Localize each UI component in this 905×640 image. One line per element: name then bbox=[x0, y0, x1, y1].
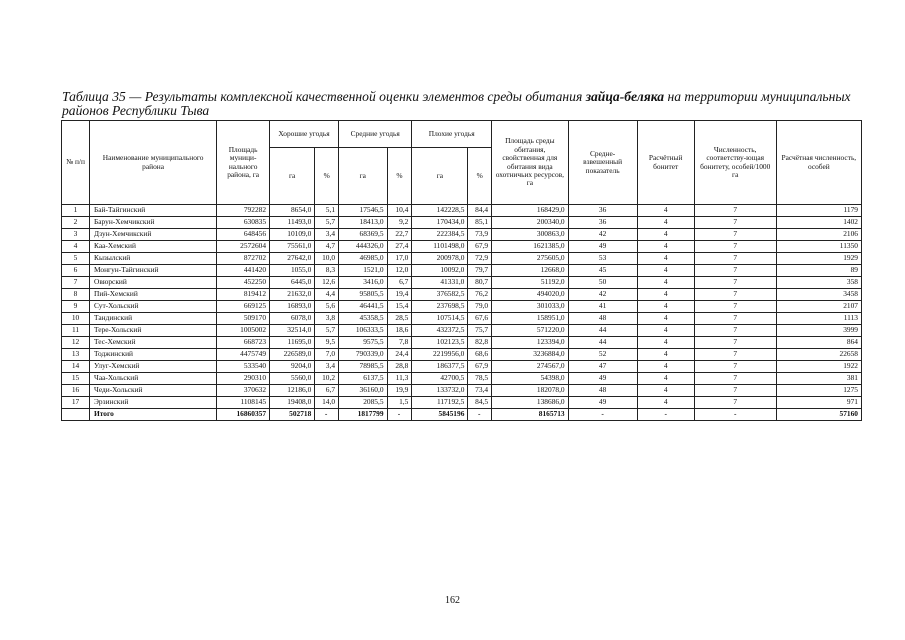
cell-medium-pct: 18,6 bbox=[387, 325, 412, 337]
cell-poor-ha: 41331,0 bbox=[412, 277, 468, 289]
table-row bbox=[62, 229, 862, 241]
cell-weighted: 36 bbox=[568, 217, 637, 229]
cell-poor-pct: 79,0 bbox=[468, 301, 492, 313]
cell-num: 8 bbox=[62, 289, 90, 301]
cell-num: 13 bbox=[62, 349, 90, 361]
cell-bonitet: 4 bbox=[637, 301, 694, 313]
cell-good-ha: 8654,0 bbox=[270, 205, 315, 217]
cell-bonitet: 4 bbox=[637, 253, 694, 265]
cell-good-pct: 5,1 bbox=[315, 205, 339, 217]
cell-habitat-area: 571220,0 bbox=[492, 325, 569, 337]
table-row bbox=[62, 265, 862, 277]
cell-population: 358 bbox=[776, 277, 861, 289]
table-row bbox=[62, 373, 862, 385]
cell-poor-pct: 84,5 bbox=[468, 397, 492, 409]
cell-medium-ha: 17546,5 bbox=[339, 205, 388, 217]
cell-bonitet: 4 bbox=[637, 337, 694, 349]
cell-good-ha: 1055,0 bbox=[270, 265, 315, 277]
cell-poor-ha: 170434,0 bbox=[412, 217, 468, 229]
cell-medium-ha: 9575,5 bbox=[339, 337, 388, 349]
cell-good-pct: 6,7 bbox=[315, 385, 339, 397]
cell-good-ha: 75561,0 bbox=[270, 241, 315, 253]
cell-num: 9 bbox=[62, 301, 90, 313]
cell-district: Бай-Тайгинский bbox=[90, 205, 217, 217]
cell-medium-ha: 1817799 bbox=[339, 409, 388, 421]
cell-area: 1108145 bbox=[217, 397, 270, 409]
cell-population: 11350 bbox=[776, 241, 861, 253]
cell-medium-ha: 3416,0 bbox=[339, 277, 388, 289]
cell-good-pct: - bbox=[315, 409, 339, 421]
cell-habitat-area: 1621385,0 bbox=[492, 241, 569, 253]
cell-poor-ha: 432372,5 bbox=[412, 325, 468, 337]
cell-poor-ha: 376582,5 bbox=[412, 289, 468, 301]
header-good-ha: га bbox=[270, 148, 315, 205]
cell-population: 1929 bbox=[776, 253, 861, 265]
cell-bonitet: 4 bbox=[637, 289, 694, 301]
cell-bonitet: 4 bbox=[637, 385, 694, 397]
table-row bbox=[62, 361, 862, 373]
cell-district: Тандинский bbox=[90, 313, 217, 325]
table-row bbox=[62, 289, 862, 301]
cell-good-pct: 5,7 bbox=[315, 325, 339, 337]
cell-area: 630835 bbox=[217, 217, 270, 229]
table-row bbox=[62, 301, 862, 313]
cell-medium-pct: 24,4 bbox=[387, 349, 412, 361]
cell-poor-ha: 237698,5 bbox=[412, 301, 468, 313]
table-row bbox=[62, 349, 862, 361]
cell-density: 7 bbox=[694, 313, 776, 325]
cell-num: 3 bbox=[62, 229, 90, 241]
cell-habitat-area: 51192,0 bbox=[492, 277, 569, 289]
cell-medium-ha: 95805,5 bbox=[339, 289, 388, 301]
cell-habitat-area: 494020,0 bbox=[492, 289, 569, 301]
cell-medium-ha: 1521,0 bbox=[339, 265, 388, 277]
cell-poor-ha: 133732,0 bbox=[412, 385, 468, 397]
table-row bbox=[62, 205, 862, 217]
caption-suffix: на территории муниципальных районов Республики Тыва bbox=[62, 89, 851, 118]
cell-good-ha: 27642,0 bbox=[270, 253, 315, 265]
cell-poor-pct: 80,7 bbox=[468, 277, 492, 289]
cell-area: 290310 bbox=[217, 373, 270, 385]
cell-district: Пий-Хемский bbox=[90, 289, 217, 301]
cell-habitat-area: 300863,0 bbox=[492, 229, 569, 241]
header-poor-ha: га bbox=[412, 148, 468, 205]
cell-population: 22658 bbox=[776, 349, 861, 361]
cell-poor-pct: 84,4 bbox=[468, 205, 492, 217]
cell-medium-ha: 45358,5 bbox=[339, 313, 388, 325]
cell-poor-ha: 42700,5 bbox=[412, 373, 468, 385]
cell-district: Овюрский bbox=[90, 277, 217, 289]
cell-good-ha: 226589,0 bbox=[270, 349, 315, 361]
cell-density: 7 bbox=[694, 325, 776, 337]
cell-population: 1402 bbox=[776, 217, 861, 229]
cell-good-ha: 6078,0 bbox=[270, 313, 315, 325]
cell-num: 14 bbox=[62, 361, 90, 373]
cell-poor-ha: 10092,0 bbox=[412, 265, 468, 277]
cell-medium-ha: 46441,5 bbox=[339, 301, 388, 313]
cell-poor-ha: 1101498,0 bbox=[412, 241, 468, 253]
cell-weighted: 44 bbox=[568, 337, 637, 349]
table-row bbox=[62, 277, 862, 289]
header-good: Хорошие угодья bbox=[270, 121, 339, 148]
cell-medium-pct: 10,4 bbox=[387, 205, 412, 217]
cell-poor-pct: 85,1 bbox=[468, 217, 492, 229]
cell-good-pct: 12,6 bbox=[315, 277, 339, 289]
cell-bonitet: 4 bbox=[637, 361, 694, 373]
cell-density: 7 bbox=[694, 241, 776, 253]
cell-district: Тоджинский bbox=[90, 349, 217, 361]
cell-medium-pct: 1,5 bbox=[387, 397, 412, 409]
table-row bbox=[62, 217, 862, 229]
cell-district: Эрзинский bbox=[90, 397, 217, 409]
cell-area: 648456 bbox=[217, 229, 270, 241]
cell-area: 4475749 bbox=[217, 349, 270, 361]
cell-bonitet: 4 bbox=[637, 325, 694, 337]
cell-area: 668723 bbox=[217, 337, 270, 349]
cell-num bbox=[62, 409, 90, 421]
cell-num: 11 bbox=[62, 325, 90, 337]
cell-medium-pct: 27,4 bbox=[387, 241, 412, 253]
cell-poor-pct: 73,4 bbox=[468, 385, 492, 397]
cell-area: 872702 bbox=[217, 253, 270, 265]
cell-poor-pct: 67,9 bbox=[468, 241, 492, 253]
cell-population: 2106 bbox=[776, 229, 861, 241]
header-medium-ha: га bbox=[339, 148, 388, 205]
header-population: Расчётная численность, особей bbox=[776, 121, 861, 205]
cell-medium-pct: 11,3 bbox=[387, 373, 412, 385]
cell-num: 12 bbox=[62, 337, 90, 349]
cell-poor-ha: 5845196 bbox=[412, 409, 468, 421]
cell-bonitet: 4 bbox=[637, 349, 694, 361]
cell-area: 669125 bbox=[217, 301, 270, 313]
header-habitat-area: Площадь среды обитания, свойственная для обитания вида охотничьих ресурсов, га bbox=[492, 121, 569, 205]
cell-area: 16860357 bbox=[217, 409, 270, 421]
cell-bonitet: 4 bbox=[637, 373, 694, 385]
cell-good-pct: 3,4 bbox=[315, 229, 339, 241]
cell-weighted: 45 bbox=[568, 265, 637, 277]
cell-medium-ha: 78985,5 bbox=[339, 361, 388, 373]
table-row bbox=[62, 253, 862, 265]
header-poor: Плохие угодья bbox=[412, 121, 492, 148]
cell-weighted: 53 bbox=[568, 253, 637, 265]
cell-weighted: 41 bbox=[568, 301, 637, 313]
cell-population: 1922 bbox=[776, 361, 861, 373]
cell-population: 971 bbox=[776, 397, 861, 409]
cell-weighted: 52 bbox=[568, 349, 637, 361]
cell-weighted: 44 bbox=[568, 325, 637, 337]
cell-density: 7 bbox=[694, 301, 776, 313]
cell-area: 441420 bbox=[217, 265, 270, 277]
cell-habitat-area: 123394,0 bbox=[492, 337, 569, 349]
cell-medium-pct: 9,2 bbox=[387, 217, 412, 229]
cell-population: 57160 bbox=[776, 409, 861, 421]
header-num: № п/п bbox=[62, 121, 90, 205]
cell-good-pct: 5,7 bbox=[315, 217, 339, 229]
cell-habitat-area: 3236884,0 bbox=[492, 349, 569, 361]
cell-medium-ha: 106333,5 bbox=[339, 325, 388, 337]
cell-medium-ha: 6137,5 bbox=[339, 373, 388, 385]
cell-area: 792282 bbox=[217, 205, 270, 217]
cell-weighted: 47 bbox=[568, 361, 637, 373]
header-density: Численность, соответству-ющая бонитету, особей/1000 га bbox=[694, 121, 776, 205]
cell-good-pct: 8,3 bbox=[315, 265, 339, 277]
cell-medium-pct: 28,5 bbox=[387, 313, 412, 325]
cell-poor-pct: 72,9 bbox=[468, 253, 492, 265]
cell-area: 509170 bbox=[217, 313, 270, 325]
cell-district: Монгун-Тайгинский bbox=[90, 265, 217, 277]
cell-district: Чеди-Хольский bbox=[90, 385, 217, 397]
cell-district: Улуг-Хемский bbox=[90, 361, 217, 373]
cell-poor-pct: 75,7 bbox=[468, 325, 492, 337]
cell-density: 7 bbox=[694, 337, 776, 349]
cell-habitat-area: 138686,0 bbox=[492, 397, 569, 409]
cell-bonitet: 4 bbox=[637, 313, 694, 325]
cell-poor-ha: 102123,5 bbox=[412, 337, 468, 349]
cell-weighted: 42 bbox=[568, 289, 637, 301]
cell-population: 1275 bbox=[776, 385, 861, 397]
cell-district: Кызылский bbox=[90, 253, 217, 265]
total-row bbox=[62, 409, 862, 421]
cell-medium-ha: 36160,0 bbox=[339, 385, 388, 397]
cell-medium-pct: 12,0 bbox=[387, 265, 412, 277]
cell-density: 7 bbox=[694, 385, 776, 397]
cell-medium-ha: 2085,5 bbox=[339, 397, 388, 409]
cell-district: Каа-Хемский bbox=[90, 241, 217, 253]
cell-density: 7 bbox=[694, 265, 776, 277]
cell-population: 1179 bbox=[776, 205, 861, 217]
header-area: Площадь муници-нального района, га bbox=[217, 121, 270, 205]
cell-good-ha: 21632,0 bbox=[270, 289, 315, 301]
cell-area: 533540 bbox=[217, 361, 270, 373]
cell-good-ha: 16893,0 bbox=[270, 301, 315, 313]
cell-density: 7 bbox=[694, 253, 776, 265]
cell-weighted: 49 bbox=[568, 397, 637, 409]
cell-population: 2107 bbox=[776, 301, 861, 313]
cell-medium-ha: 18413,0 bbox=[339, 217, 388, 229]
cell-weighted: 48 bbox=[568, 385, 637, 397]
header-poor-pct: % bbox=[468, 148, 492, 205]
cell-good-ha: 19408,0 bbox=[270, 397, 315, 409]
cell-good-pct: 7,0 bbox=[315, 349, 339, 361]
cell-medium-ha: 444326,0 bbox=[339, 241, 388, 253]
cell-district: Тере-Хольский bbox=[90, 325, 217, 337]
cell-good-ha: 5560,0 bbox=[270, 373, 315, 385]
cell-poor-pct: - bbox=[468, 409, 492, 421]
cell-bonitet: 4 bbox=[637, 265, 694, 277]
table-row bbox=[62, 337, 862, 349]
cell-good-pct: 5,6 bbox=[315, 301, 339, 313]
cell-num: 16 bbox=[62, 385, 90, 397]
cell-medium-pct: 28,8 bbox=[387, 361, 412, 373]
cell-good-ha: 11493,0 bbox=[270, 217, 315, 229]
cell-weighted: 49 bbox=[568, 241, 637, 253]
cell-medium-pct: - bbox=[387, 409, 412, 421]
header-weighted: Средне-взвешенный показатель bbox=[568, 121, 637, 205]
cell-density: 7 bbox=[694, 205, 776, 217]
cell-bonitet: 4 bbox=[637, 217, 694, 229]
cell-medium-pct: 19,9 bbox=[387, 385, 412, 397]
cell-medium-ha: 790339,0 bbox=[339, 349, 388, 361]
cell-weighted: 36 bbox=[568, 205, 637, 217]
cell-good-ha: 6445,0 bbox=[270, 277, 315, 289]
header-bonitet: Расчётный бонитет bbox=[637, 121, 694, 205]
cell-district: Чаа-Хольский bbox=[90, 373, 217, 385]
cell-good-pct: 3,8 bbox=[315, 313, 339, 325]
cell-good-ha: 11695,0 bbox=[270, 337, 315, 349]
cell-num: 10 bbox=[62, 313, 90, 325]
cell-weighted: 42 bbox=[568, 229, 637, 241]
table-body bbox=[62, 205, 862, 421]
cell-habitat-area: 54398,0 bbox=[492, 373, 569, 385]
cell-population: 1113 bbox=[776, 313, 861, 325]
cell-bonitet: 4 bbox=[637, 397, 694, 409]
cell-habitat-area: 182078,0 bbox=[492, 385, 569, 397]
cell-population: 3999 bbox=[776, 325, 861, 337]
cell-good-pct: 9,5 bbox=[315, 337, 339, 349]
cell-density: 7 bbox=[694, 361, 776, 373]
cell-num: 2 bbox=[62, 217, 90, 229]
cell-bonitet: 4 bbox=[637, 277, 694, 289]
cell-area: 370632 bbox=[217, 385, 270, 397]
cell-num: 5 bbox=[62, 253, 90, 265]
cell-population: 89 bbox=[776, 265, 861, 277]
cell-population: 381 bbox=[776, 373, 861, 385]
table-caption bbox=[62, 90, 882, 118]
cell-area: 452250 bbox=[217, 277, 270, 289]
caption-species: зайца-беляка bbox=[585, 89, 665, 104]
table-row bbox=[62, 397, 862, 409]
cell-num: 17 bbox=[62, 397, 90, 409]
cell-habitat-area: 8165713 bbox=[492, 409, 569, 421]
cell-poor-pct: 68,6 bbox=[468, 349, 492, 361]
cell-poor-pct: 76,2 bbox=[468, 289, 492, 301]
cell-density: 7 bbox=[694, 217, 776, 229]
cell-good-pct: 3,4 bbox=[315, 361, 339, 373]
cell-habitat-area: 301033,0 bbox=[492, 301, 569, 313]
cell-bonitet: 4 bbox=[637, 205, 694, 217]
cell-poor-pct: 67,9 bbox=[468, 361, 492, 373]
cell-medium-ha: 46985,0 bbox=[339, 253, 388, 265]
cell-density: 7 bbox=[694, 229, 776, 241]
cell-district: Дзун-Хемчикский bbox=[90, 229, 217, 241]
cell-bonitet: 4 bbox=[637, 229, 694, 241]
cell-good-ha: 32514,0 bbox=[270, 325, 315, 337]
cell-habitat-area: 168429,0 bbox=[492, 205, 569, 217]
cell-good-ha: 502718 bbox=[270, 409, 315, 421]
cell-bonitet: - bbox=[637, 409, 694, 421]
cell-good-ha: 10109,0 bbox=[270, 229, 315, 241]
cell-medium-pct: 19,4 bbox=[387, 289, 412, 301]
cell-medium-pct: 17,0 bbox=[387, 253, 412, 265]
cell-weighted: 50 bbox=[568, 277, 637, 289]
cell-good-pct: 14,0 bbox=[315, 397, 339, 409]
header-district: Наименование муниципального района bbox=[90, 121, 217, 205]
cell-density: 7 bbox=[694, 373, 776, 385]
cell-district: Тес-Хемский bbox=[90, 337, 217, 349]
cell-poor-ha: 2219956,0 bbox=[412, 349, 468, 361]
cell-poor-pct: 67,6 bbox=[468, 313, 492, 325]
cell-district: Итого bbox=[90, 409, 217, 421]
table-row bbox=[62, 325, 862, 337]
cell-num: 7 bbox=[62, 277, 90, 289]
cell-poor-pct: 73,9 bbox=[468, 229, 492, 241]
cell-poor-pct: 79,7 bbox=[468, 265, 492, 277]
cell-weighted: 48 bbox=[568, 313, 637, 325]
header-good-pct: % bbox=[315, 148, 339, 205]
cell-habitat-area: 12668,0 bbox=[492, 265, 569, 277]
header-medium: Средние угодья bbox=[339, 121, 412, 148]
page-number: 162 bbox=[445, 595, 460, 606]
cell-poor-ha: 117192,5 bbox=[412, 397, 468, 409]
cell-good-ha: 9204,0 bbox=[270, 361, 315, 373]
cell-district: Барун-Хемчикский bbox=[90, 217, 217, 229]
caption-prefix: Таблица 35 — Результаты комплексной качественной оценки элементов среды обитания bbox=[62, 89, 586, 104]
cell-good-pct: 10,0 bbox=[315, 253, 339, 265]
cell-poor-pct: 82,8 bbox=[468, 337, 492, 349]
cell-weighted: 49 bbox=[568, 373, 637, 385]
cell-density: 7 bbox=[694, 277, 776, 289]
cell-medium-pct: 6,7 bbox=[387, 277, 412, 289]
cell-num: 15 bbox=[62, 373, 90, 385]
cell-area: 1005002 bbox=[217, 325, 270, 337]
cell-poor-ha: 186377,5 bbox=[412, 361, 468, 373]
cell-good-pct: 10,2 bbox=[315, 373, 339, 385]
cell-poor-ha: 222384,5 bbox=[412, 229, 468, 241]
cell-density: 7 bbox=[694, 397, 776, 409]
cell-habitat-area: 274567,0 bbox=[492, 361, 569, 373]
header-medium-pct: % bbox=[387, 148, 412, 205]
cell-medium-ha: 68369,5 bbox=[339, 229, 388, 241]
cell-population: 3458 bbox=[776, 289, 861, 301]
table-row bbox=[62, 313, 862, 325]
cell-good-pct: 4,4 bbox=[315, 289, 339, 301]
cell-habitat-area: 158951,0 bbox=[492, 313, 569, 325]
cell-density: 7 bbox=[694, 289, 776, 301]
cell-num: 1 bbox=[62, 205, 90, 217]
cell-num: 4 bbox=[62, 241, 90, 253]
cell-poor-ha: 142228,5 bbox=[412, 205, 468, 217]
cell-poor-ha: 107514,5 bbox=[412, 313, 468, 325]
cell-medium-pct: 15,4 bbox=[387, 301, 412, 313]
cell-density: - bbox=[694, 409, 776, 421]
cell-area: 2572604 bbox=[217, 241, 270, 253]
cell-area: 819412 bbox=[217, 289, 270, 301]
table-row bbox=[62, 385, 862, 397]
assessment-table bbox=[61, 120, 862, 421]
cell-population: 864 bbox=[776, 337, 861, 349]
cell-density: 7 bbox=[694, 349, 776, 361]
table-row bbox=[62, 241, 862, 253]
cell-good-pct: 4,7 bbox=[315, 241, 339, 253]
cell-weighted: - bbox=[568, 409, 637, 421]
cell-poor-ha: 200978,0 bbox=[412, 253, 468, 265]
cell-habitat-area: 275605,0 bbox=[492, 253, 569, 265]
cell-poor-pct: 78,5 bbox=[468, 373, 492, 385]
cell-district: Сут-Хольский bbox=[90, 301, 217, 313]
cell-medium-pct: 7,8 bbox=[387, 337, 412, 349]
cell-bonitet: 4 bbox=[637, 241, 694, 253]
cell-habitat-area: 200340,0 bbox=[492, 217, 569, 229]
cell-num: 6 bbox=[62, 265, 90, 277]
cell-medium-pct: 22,7 bbox=[387, 229, 412, 241]
cell-good-ha: 12186,0 bbox=[270, 385, 315, 397]
